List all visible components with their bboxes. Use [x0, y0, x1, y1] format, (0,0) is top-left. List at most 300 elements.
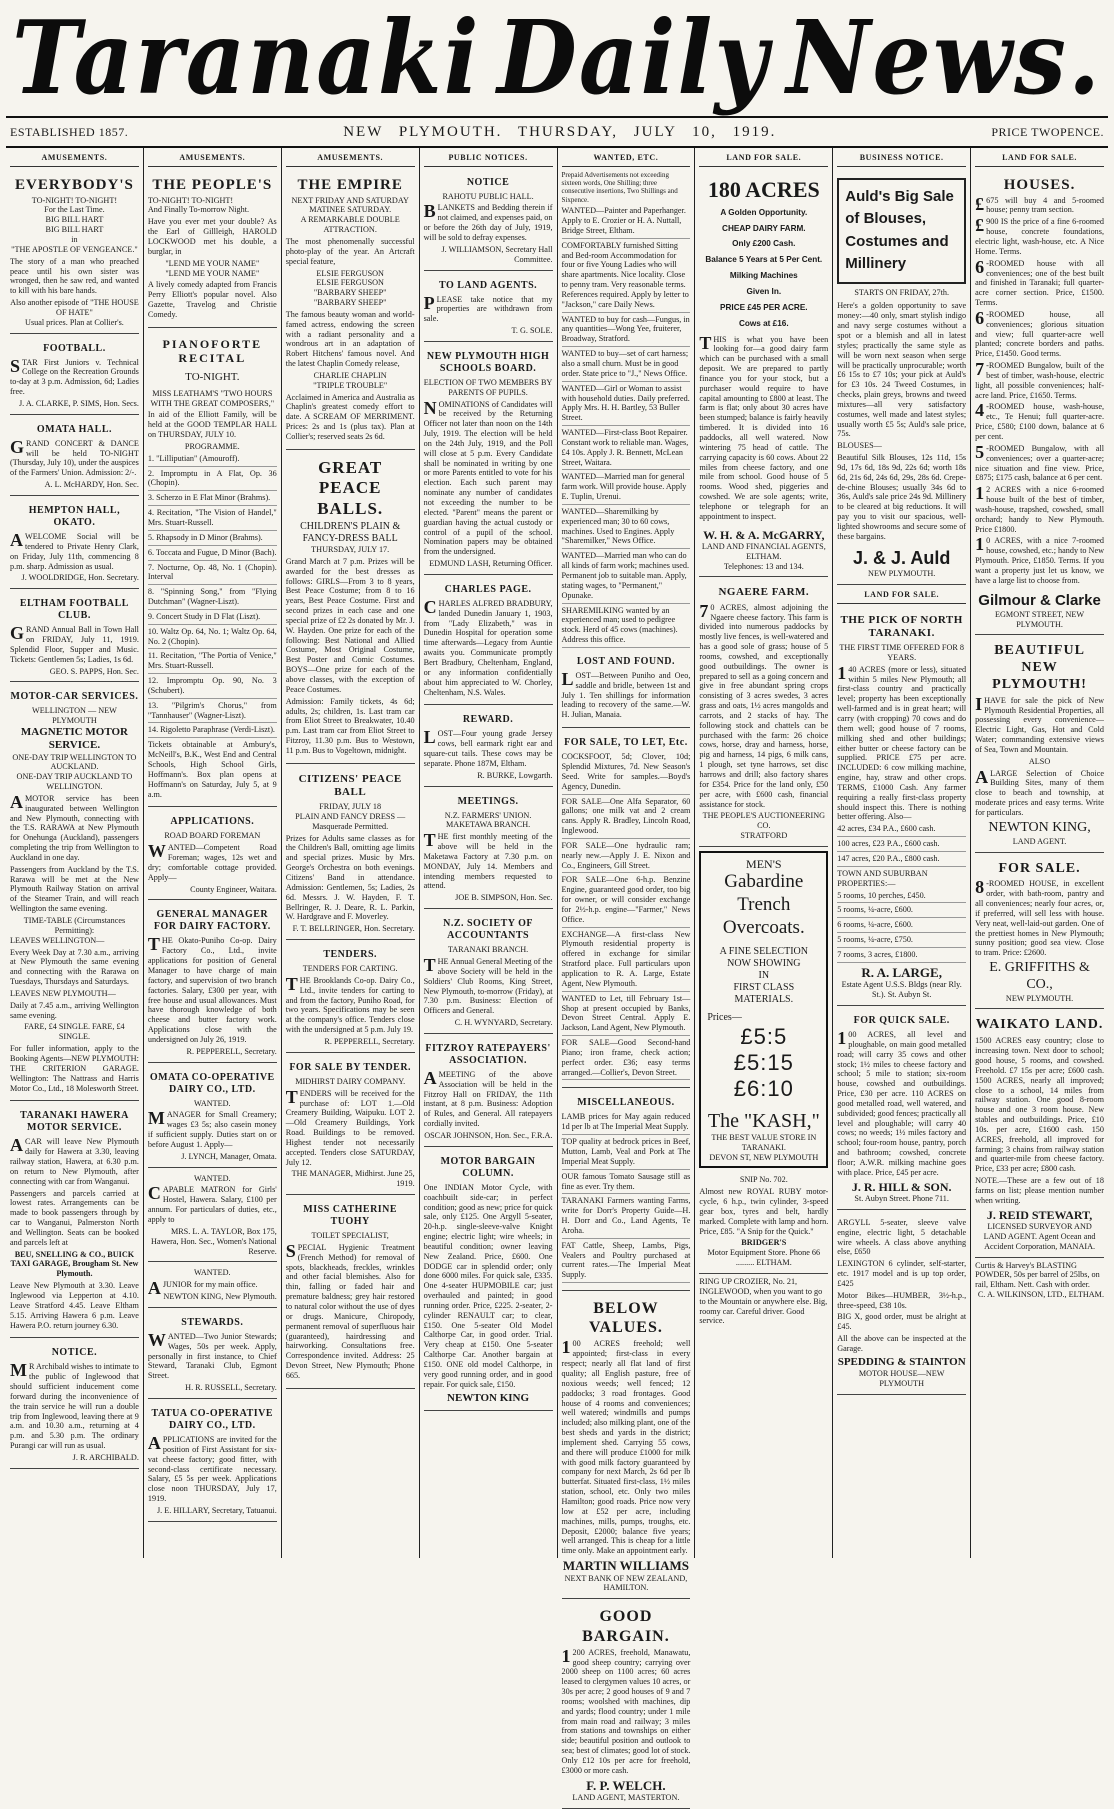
masthead-word-2: Daily	[497, 0, 770, 118]
reward-notice	[424, 708, 553, 786]
ad-sign: JOE B. SIMPSON, Hon. Sec.	[455, 893, 553, 903]
ad-body: 100 ACRES, all level and ploughable, on main good metalled road; will carry 35 cows and other stock; 1½ miles to cheese factory and school; 5 mile to station; six-room house, cowshed and outbuildings. Price, £30 per acre. 110 ACRES on good metalled road, well watered, and subdivided; good fences; practically all level and ploughable; will carry 40 cows; no weeds; 1½ miles factory and school; four-room house, pantry, porch and bathroom; cowshed, concrete floor; A.W.R. milking machine goes with place. Price, £45 per acre.	[837, 1028, 967, 1177]
section-head: AMUSEMENTS.	[286, 151, 415, 167]
ad-line: MATERIALS.	[734, 993, 794, 1005]
ad-title: THE EMPIRE	[297, 176, 403, 193]
section-head: LAND FOR SALE.	[699, 151, 828, 167]
good-bargain-ad	[562, 1602, 691, 1809]
ad-line: PROGRAMME.	[184, 441, 240, 451]
town-item: 6 rooms, ¼-acre, £600.	[837, 920, 966, 933]
classified-item: WANTED—Married man who can do all kinds of farm work; machines used. Permanent job to suitable man. Apply, stating wages, to "Permanent," Opunake.	[562, 551, 691, 603]
ad-sign: C. H. WYNYARD, Secretary.	[454, 1018, 553, 1028]
masthead-word-3: News.	[786, 0, 1102, 118]
ad-line: MOTOR HOUSE—NEW PLYMOUTH	[858, 1369, 945, 1388]
ad-body: Acclaimed in America and Australia as Chaplin's greatest comedy effort to date. A SCREAM OF MERRIMENT. Prices: 2s and 1s (plus tax). Plan at Collier's; reserved seats 2s 6d.	[285, 392, 415, 441]
section-head: WANTED, ETC.	[562, 151, 691, 167]
farm-list	[837, 824, 966, 867]
ad-line: LAND AND FINANCIAL AGENTS, ELTHAM.	[701, 541, 826, 561]
ad-body: NOMINATIONS of Candidates will be received by the Returning Officer not later than noon on the 14th July, 1919. The election will be held on the 24th July, 1919, and the Poll will close at 5 p.m. Every Candidate shall be nominated in writing by one or more Parents entitled to vote for his election. Each such parent may nominate any number of candidates not exceeding the number to be elected. "Parent" means the parent or guardian having the actual custody or control of a pupil of the school. Nomination papers may be obtained from the undersigned.	[423, 397, 553, 557]
ad-line: St. Aubyn Street. Phone 711.	[854, 1194, 949, 1204]
ad-body: ACAR will leave New Plymouth daily for Hawera at 3.30, leaving railway station, Hawera, at 6.30 p.m. on return to New Plymouth, after connecting with car from Wanganui.	[10, 1135, 139, 1186]
for-sale-to-let	[562, 731, 691, 1088]
ad-line: BIG BILL HART	[45, 225, 104, 235]
ad-line: DEVON ST, NEW PLYMOUTH	[709, 1152, 819, 1162]
peace-balls-ad	[286, 453, 415, 764]
programme-item: 11. Recitation, "The Portia of Venice," Mrs. Stuart-Russell.	[148, 651, 277, 674]
ad-line: WELLINGTON — NEW PLYMOUTH	[31, 706, 117, 726]
ngaere-farm-ad	[699, 580, 828, 846]
ad-body: ARGYLL 5-seater, sleeve valve engine, electric light, 5 detachable wire wheels. A class above anything else, £650	[837, 1217, 967, 1257]
ad-line: Prices—	[707, 1011, 742, 1023]
town-item: 7 rooms, 3 acres, £1800.	[837, 950, 966, 963]
ad-title: WAIKATO LAND.	[975, 1017, 1104, 1033]
price-1: £5:5	[740, 1023, 788, 1049]
ad-line: TOILET SPECIALIST,	[311, 1231, 389, 1241]
classified-item: WANTED—Girl or Woman to assist with household duties. Daily preferred. Apply Mrs. H. H. Bartley, 53 Buller Street.	[562, 384, 691, 426]
ad-firm: BEU, SNELLING & CO., BUICK TAXI GARAGE, Brougham St. New Plymouth.	[10, 1249, 139, 1279]
ad-body: Grand March at 7 p.m. Prizes will be awarded for the best dresses as follows: GIRLS—From 3 to 8 years, Best Peace Costume; from 8 to 16 years, Best Peace Costume. First and second prizes in each case and one special prize of £2 2s donated by Mr. J. W. Hayden. One prize for each of the following: Best National and Allied Costume, Most Original Costume, Best Poster and Comic Costumes. BOYS—One prize for each of the above classes, with the exception of Peace Costumes.	[285, 556, 415, 694]
ad-line: Usual prices. Plan at Collier's.	[25, 317, 124, 327]
tenders-ad	[286, 943, 415, 1053]
town-item: 5 rooms, ¼-acre, £750.	[837, 935, 966, 948]
ad-title: NOTICE.	[51, 1347, 98, 1359]
classified-item: WANTED to Let, till February 1st—Shop at present occupied by Banks, Devon Street Central. Apply E. Jackson, Land Agent, New Plymouth.	[562, 994, 691, 1036]
ad-line: TIME-TABLE (Circumstances Permitting):	[23, 916, 126, 935]
classified-item: TARANAKI Farmers wanting Farms, write for Dorr's Property Guide—H. H. Dorr and Co., Land Agents, Te Aroha.	[562, 1196, 691, 1238]
ad-title: FOR SALE.	[998, 860, 1081, 876]
ad-line: NEW PLYMOUTH.	[1005, 993, 1074, 1003]
ad-title: PIANOFORTE RECITAL	[162, 336, 263, 366]
ad-line: And Finally To-morrow Night.	[147, 205, 250, 215]
ad-body: BLANKETS and Bedding therein if not claimed, and expenses paid, on or before the 26th day of July, 1919, will be sold to defray expenses.	[423, 201, 553, 242]
ad-line: Trench	[737, 894, 791, 916]
ad-body: 12 ACRES with a nice 6-roomed house built of the best of timber, wash-house, trapshed, cowshed, small orchard; handy to New Plymouth. Price £1800.	[975, 483, 1104, 534]
ad-title: SNIP No. 702.	[739, 1175, 788, 1185]
ad-firm: Gilmour & Clarke	[978, 591, 1101, 609]
ad-body: 140 ACRES (more or less), situated within 5 miles New Plymouth; all first-class country and practically level; property has been exceptionally well-farmed and is in great heart; will carry (with cropping) 70 cows and do them well; good house of 7 rooms, milking shed and other buildings; either butter or cheese factory can be supplied. PRICE £75 per acre. INCLUDED: 6 cow milking machine, engine, hay, straw and other crops. TERMS, £1000 Cash. Any farmer requiring a really first-class property should inspect this. There is nothing better offering. Also—	[837, 662, 967, 822]
date: JULY 10, 1919.	[633, 123, 777, 140]
classified-item: WANTED—First-class Boot Repairer. Constant work to reliable man. Wages, £4 10s. Apply J. R. Bennett, McLean Street, Waitara.	[562, 428, 691, 470]
ad-line: LAND AGENT.	[1012, 836, 1067, 846]
ad-title: FOOTBALL.	[43, 342, 106, 354]
dateline	[6, 118, 1108, 148]
stewards-ad	[148, 1311, 277, 1399]
ad-title: APPLICATIONS.	[170, 816, 255, 828]
ad-line: FRIDAY, JULY 18	[319, 802, 382, 812]
ad-sign: F. T. BELLRINGER, Hon. Secretary.	[292, 924, 415, 934]
ad-line: "LEND ME YOUR NAME"	[165, 258, 260, 268]
ad-body: 4-ROOMED house, wash-house, etc., Te Henui; full quarter-acre. Price, £580; £100 down, balance at 6 per cent.	[975, 400, 1104, 441]
crozier-ad: RING UP CROZIER, No. 21, INGLEWOOD, when you want to go to the Mountain or anywhere else. Big, roomy car. Careful driver. Good service.	[699, 1277, 828, 1326]
general-manager-ad	[148, 903, 277, 1062]
ad-line: TARANAKI BRANCH.	[447, 945, 529, 955]
motor-bargain-ad	[424, 1150, 553, 1411]
programme-item: 2. Impromptu in A Flat, Op. 36 (Chopin).	[148, 469, 277, 492]
lost-found	[562, 650, 691, 728]
archibald-notice	[10, 1341, 139, 1468]
ad-body: Daily at 7.45 a.m., arriving Wellington same evening.	[10, 1000, 139, 1020]
ad-title: MISS CATHERINE TUOHY	[303, 1204, 398, 1228]
classified-item: EXCHANGE—A first-class New Plymouth residential property is offered in exchange for similar Stratford place. Full particulars upon application to R. A. Large, Estate Agent, New Plymouth.	[562, 930, 691, 992]
ad-body: All the above can be inspected at the Garage.	[837, 1334, 967, 1354]
ad-sign: MRS. L. A. TAYLOR, Box 175, Hawera, Hon. Sec., Women's National Reserve.	[151, 1226, 277, 1256]
ad-body: AWELCOME Social will be tendered to Private Henry Clark, on Friday, July 11th, commencing 8 p.m. sharp. Admission as usual.	[10, 530, 139, 571]
ad-firm: J. REID STEWART,	[986, 1207, 1093, 1222]
town-item: 5 rooms, ¼-acre, £600.	[837, 905, 966, 918]
ad-line: A REMARKABLE DOUBLE ATTRACTION.	[300, 215, 400, 235]
ad-firm: The "KASH,"	[707, 1109, 820, 1132]
ad-line: ALSO	[1028, 756, 1051, 766]
programme-item: 10. Waltz Op. 64, No. 1; Waltz Op. 64, No. 2 (Chopin).	[148, 627, 277, 650]
ad-body: NOTE.—These are a few out of 18 farms on list; please mention number when writing.	[975, 1176, 1104, 1205]
town-list	[837, 891, 966, 963]
day: THURSDAY,	[517, 123, 619, 140]
snip-ad	[699, 1172, 828, 1274]
180-acres-ad	[699, 171, 828, 578]
ad-line: TO-NIGHT.	[185, 370, 240, 383]
price-row	[707, 1024, 820, 1077]
ad-body: LEXINGTON 6 cylinder, self-starter, etc. 1917 model and is up top order, £425	[837, 1259, 967, 1288]
ad-body: 70 ACRES, almost adjoining the Ngaere cheese factory. This farm is divided into numerous paddocks by mostly live fences, is well-watered and has a good sole of grass; house of 5 rooms, cowshed, and exceptionally good outbuildings. The owner is prepared to sell as a going concern and give in free abundant spring crops consisting of 3 acres swedes, 3 acres grass and oats, 1½ acres mangolds and carrots, and 2 stacks of hay. The following stock and chattels can be purchased with the farm: 26 choice cows, horse, dray and harness, horse, pig and harness, 14 pigs, 6 milk cans, 1 plough, set tyne harrows, set disc harrows and drill; also factory shares for £354. Price for the land only, £50 per acre, with £600 cash, financial assistance for stock.	[699, 600, 829, 809]
programme-item: 8. "Spinning Song," from "Flying Dutchman" (Wagner-Liszt).	[148, 587, 277, 610]
ad-firm: BRIDGER'S	[741, 1238, 787, 1248]
ad-line: WANTED.	[194, 1098, 231, 1108]
ad-line: TENDERS FOR CARTING.	[302, 964, 398, 974]
ad-line: ONE-DAY TRIP WELLINGTON TO AUCKLAND.	[12, 752, 137, 772]
ad-line: STRATFORD	[740, 831, 788, 841]
price: PRICE TWOPENCE.	[991, 124, 1104, 139]
ad-line: MIDHIRST DAIRY COMPANY.	[295, 1076, 406, 1086]
ad-line: N.Z. FARMERS' UNION.	[444, 810, 532, 820]
ad-body: Motor Bikes—HUMBER, 3½-h.p., three-speed, £38 10s.	[837, 1290, 967, 1310]
ad-line: ELSIE FERGUSON	[316, 278, 384, 288]
classified-item: FOR SALE—One 6-h.p. Benzine Engine, guaranteed good order, too big for owner, or will consider exchange for 2½-h.p. engine—"Farmer," News Office.	[562, 875, 691, 927]
ad-line: FIRST CLASS	[733, 981, 795, 993]
ad-line: "BARBARY SHEEP"	[313, 288, 387, 298]
ad-title: TARANAKI HAWERA MOTOR SERVICE.	[20, 1110, 129, 1134]
ad-line: THURSDAY, JULY 17.	[311, 545, 390, 555]
ad-line: Overcoats.	[722, 916, 805, 938]
ad-line: NOW SHOWING	[727, 957, 801, 969]
ad-body: THIS is what you have been looking for—a good dairy farm which can be purchased with a small deposit. We are prepared to partly finance you for your stock, but a purchaser would require to have capital amounting to £800 at least. The farm is flat; only about 30 acres have been stumped; balance is fairly heavily timbered. It is divided into 16 paddocks, all well watered. Now wintering 75 head of cattle. The carrying capacity is 60 cows. About 22 miles from cheese factory, and one mile from school. Good house of 5 rooms. Wood shed, piggeries and cowshed. We are sole agents; write, telephone or telegraph for an appointment to inspect.	[699, 332, 829, 521]
ad-title: MOTOR BARGAIN COLUMN.	[440, 1155, 536, 1179]
column-1	[6, 148, 144, 1558]
charles-page-notice	[424, 578, 553, 705]
ad-line: A FINE SELECTION	[719, 945, 808, 957]
classified-item: SHAREMILKING wanted by an experienced man; used to pedigree stock. Herd of 45 cows (machines). Address this office.	[562, 606, 691, 648]
ad-title: FOR SALE, TO LET, Etc.	[564, 737, 688, 749]
junior-ad	[148, 1265, 277, 1308]
column-2	[144, 148, 282, 1558]
ad-body: A lively comedy adapted from Francis Perry Elliott's popular novel. Also Gazette, Travelog and Christie Comedy.	[147, 280, 277, 319]
ad-body: The story of a man who preached peace until his own sister was wronged, then he saw red, and wanted to kill with his bare hands.	[10, 256, 139, 296]
ad-line: Telephones: 13 and 134.	[723, 561, 804, 571]
eltham-football-ad	[10, 592, 139, 682]
ad-line: in	[71, 234, 78, 244]
ad-body: In aid of the Elliott Family, will be held at the GOOD TEMPLAR HALL on THURSDAY, JULY 10.	[147, 410, 277, 440]
ad-title: MEETINGS.	[457, 795, 519, 807]
ad-line: NEXT FRIDAY AND SATURDAY MATINEE SATURDAY.	[291, 195, 409, 215]
ad-line: MAKETAWA BRANCH.	[445, 820, 531, 830]
town-item: 5 rooms, 10 perches, £450.	[837, 891, 966, 904]
ad-firm: W. H. & A. McGARRY,	[703, 527, 825, 542]
ad-sign: J. LYNCH, Manager, Omata.	[181, 1151, 277, 1161]
ad-title: OMATA CO-OPERATIVE DAIRY CO., LTD.	[149, 1071, 275, 1095]
place: NEW PLYMOUTH.	[343, 123, 503, 140]
ad-body: 8-ROOMED HOUSE, in excellent order, with bath-room, pantry and all conveniences; nearly four acres, or, if preferred, will sell less with house. Very neat, well-laid-out garden. One of the prettiest homes in New Plymouth; sunny position; good sea view. Close to tram. Price: £2600.	[975, 877, 1104, 958]
ad-firm: F. P. WELCH.	[586, 1777, 666, 1793]
ad-body: 7-ROOMED Bungalow, built of the best of timber, wash-house, electric light, all possible conveniences; half-acre land. Price, £1650. Terms.	[975, 359, 1104, 400]
programme-item: 6. Toccata and Fugue, D Minor (Bach).	[148, 548, 277, 561]
ad-line: Estate Agent U.S.S. Bldgs (near Rly. St.). St. Aubyn St.	[841, 980, 962, 1000]
ad-sign: R. PEPPERELL, Secretary.	[186, 1046, 277, 1056]
farm-item: 100 acres, £23 P.A., £600 cash.	[837, 839, 966, 852]
ad-body: The famous beauty woman and world-famed actress, endowing the screen with a radiant personality and a wondrous art in an adaptation of Robert Hitchens' famous novel. And the latest Chaplin Comedy release,	[285, 309, 415, 369]
classified-item: COCKSFOOT, 5d; Clover, 10d; Splendid Mixtures, 7d. New Season's Seed. Write for samples.—Boyd's Agency, Dunedin.	[562, 752, 691, 794]
peoples-ad	[148, 171, 277, 328]
ad-body: MR Archibald wishes to intimate to the public of Inglewood that should sufficient inducement come forward during the inconvenience of the train service he will run a double trip from Inglewood, leaving there at 9 a.m. and 10.30 a.m., returning at 4 p.m. and 5.30 p.m. The ordinary Purangi car will run as usual.	[10, 1360, 139, 1451]
below-values-ad	[562, 1294, 691, 1599]
ad-title: NEW PLYMOUTH HIGH SCHOOLS BOARD.	[426, 350, 550, 374]
ad-line: LAND AGENT, MASTERTON.	[572, 1793, 680, 1803]
ad-line: FARE, £4 SINGLE. FARE, £4 SINGLE.	[24, 1022, 125, 1042]
ad-body: APPLICATIONS are invited for the position of First Assistant for six-vat cheese factory; good fitter, with second-class certificate necessary. Salary, £5 5s per week. Applications close noon THURSDAY, July 17, 1919.	[147, 1432, 277, 1504]
ad-title: NOTICE	[466, 176, 510, 188]
ad-line: PLAIN AND FANCY DRESS — Masquerade Permitted.	[295, 811, 406, 831]
ad-line: TOWN AND SUBURBAN PROPERTIES:—	[837, 868, 928, 888]
ad-title: THE PICK OF NORTH TARANAKI.	[840, 613, 963, 639]
ad-body: 100 ACRES freehold; well appointed; first-class in every respect; nearly all flat land of first quality; all English pasture, free of noxious weeds; well fenced; 12 paddocks; 3 road frontages. Good house of 4 rooms and conveniences; well watered; windmills and pumps included; also milking plant, one of the best sheds and yards in the district; implement shed. Carrying 55 cows, and there will produce £1000 for milk with good milk factory guaranteed by company for next March, 2s 6d per lb butterfat. Situated first-class, 1½ miles station, school, etc. Only two miles Hamilton; good roads. Price now very low at £52 per acre, including machines, mills, pumps, troughs, etc. Deposit, £2000; balance five years; well arranged. This is cheap for a little time only. Make an appointment early.	[561, 1337, 691, 1556]
ad-title: TENDERS.	[323, 949, 378, 961]
ad-body: LOST—Four young grade Jersey cows, bell earmark right ear and square-cut tails. These cows may be separate. Phone 187M, Eltham.	[423, 727, 553, 768]
ad-body: Have you ever met your double? As the Earl of Gillleigh, HAROLD LOCKWOOD met his double, a burglar, in	[147, 217, 277, 256]
ad-title: GOOD BARGAIN.	[582, 1608, 670, 1645]
ad-title: HOUSES.	[1003, 176, 1076, 193]
ad-title: TATUA CO-OPERATIVE DAIRY CO., LTD.	[151, 1407, 274, 1431]
ad-title: LOST AND FOUND.	[576, 655, 676, 667]
ad-line: BIG BILL HART	[45, 215, 104, 225]
ad-line: "BARBARY SHEEP"	[313, 298, 387, 308]
column-4	[420, 148, 558, 1558]
ad-body: Passengers and parcels carried at lowest rates. Arrangements can be made to book passengers through by car to Wanganui, Palmerston North and Wellington. Seats can be booked and parcels left at	[10, 1188, 139, 1247]
ad-body: THE Brooklands Co-op. Dairy Co., Ltd., invite tenders for carting to and from the factory, Puniho Road, for two years. Specifications may be seen at the company's office. Tenders close with the undersigned at 5 p.m. July 19.	[285, 973, 415, 1035]
ad-sign: NEWTON KING	[447, 1391, 530, 1404]
ad-firm: J. & J. Auld	[853, 547, 951, 568]
ad-body: £675 will buy 4 and 5-roomed house; penny tram section.	[975, 193, 1104, 215]
ad-firm: THE PEOPLE'S AUCTIONEERING CO.	[702, 811, 826, 831]
ad-title: 180 ACRES	[707, 176, 820, 202]
ad-body: BIG X, good order, must be alright at £45.	[837, 1312, 967, 1332]
ad-sign: EDMUND LASH, Returning Officer.	[429, 559, 553, 569]
ad-body: 1500 ACRES easy country; close to increasing town. Next door to school; good house, 5 rooms, and cowshed. Freehold. £7 15s per acre; £600 cash. 1500 ACRES, nearly all improved; close to a school, 14 miles from railway station. One good 8-room house and one 3 room house. New stables and outbuildings. Price, £10 10s. per acre, £1600 cash. 150 ACRES, freehold, all improved for farming; 3 chains from railway station and quarter-mile from cheese factory. Price, £33 per acre; £800 cash.	[975, 1036, 1104, 1174]
ad-line: THE BEST VALUE STORE IN	[711, 1132, 817, 1142]
tuohy-ad	[286, 1198, 415, 1389]
programme-item: 13. "Pilgrim's Chorus," from "Tannhauser" (Wagner-Liszt).	[148, 701, 277, 724]
school-board-notice	[424, 345, 553, 575]
ad-line: CHEAP DAIRY FARM.	[722, 223, 806, 233]
ad-line: NEXT BANK OF NEW ZEALAND, HAMILTON.	[564, 1573, 688, 1593]
ad-title: MOTOR-CAR SERVICES.	[10, 691, 139, 703]
ad-body: One INDIAN Motor Cycle, with coachbuilt side-car; in perfect condition; good as new; price for quick sale, only £125. One Argyll 5-seater, 20-h.p. single-sleeve-valve Knight engine; electric light; wire wheels; in beautiful condition; owner leaving New Zealand. Price, £600. One DODGE car in splendid order; only done 6000 miles. For quick sale, £335. One 4-seater HUPMOBILE car; just overhauled and painted; in good running order. Price, £225. 2-seater, 2-cylinder RENAULT car; to clear, £150. One 5-seater Old Model Calthorpe Car, in good order. Trial. Very cheap at £150. One 5-seater Calthorpe Car. Another bargain at £150. ONE old model Calthorpe, in very good running order, and in good repair. For quick sale, £150.	[423, 1182, 553, 1389]
ad-line: Gabardine	[724, 871, 804, 893]
classified-intro: Prepaid Advertisements not exceeding sixteen words, One Shilling; three consecutive insertions, Two Shillings and Sixpence.	[561, 170, 678, 204]
ad-line: TO-NIGHT! TO-NIGHT!	[31, 195, 118, 205]
farm-item: 42 acres, £34 P.A., £600 cash.	[837, 824, 966, 837]
ad-title: EVERYBODY'S	[15, 176, 134, 193]
ad-line: Balance 5 Years at 5 Per Cent.	[705, 255, 823, 265]
place-date	[343, 124, 776, 141]
programme-item: 12. Impromptu Op. 90, No. 3 (Schubert).	[148, 676, 277, 699]
ad-line: MAGNETIC MOTOR SERVICE.	[20, 726, 128, 752]
pick-north-taranaki-ad	[837, 608, 966, 1006]
ad-line: Cows at £16.	[739, 318, 789, 328]
ad-title: OMATA HALL.	[36, 423, 112, 435]
wanted-list	[562, 206, 691, 648]
ad-line: LICENSED SURVEYOR AND LAND AGENT. Agent Ocean and Accident Corporation, MANAIA.	[983, 1222, 1096, 1251]
recital-ad	[148, 331, 277, 808]
ad-body: PLEASE take notice that my properties are withdrawn from sale.	[423, 292, 553, 324]
ad-line: TO-NIGHT! TO-NIGHT!	[147, 195, 234, 205]
ad-line: Only £200 Cash.	[732, 239, 796, 249]
ad-body: 6-ROOMED house with all conveniences; one of the best built and finished in Taranaki; full quarter-acre corner section. Price, £1500. Terms.	[975, 256, 1104, 308]
ad-line: "TRIPLE TROUBLE"	[313, 380, 388, 390]
programme-item: 9. Concert Study in D Flat (Liszt).	[148, 612, 277, 625]
programme-item: 4. Recitation, "The Vision of Handel," Mrs. Stuart-Russell.	[148, 508, 277, 531]
ad-sign: T. G. SOLE.	[511, 326, 553, 336]
ad-line: RAHOTU PUBLIC HALL.	[442, 191, 534, 201]
meetings-notice	[424, 790, 553, 910]
ad-sign: J. WOOLDRIDGE, Hon. Secretary.	[21, 573, 139, 583]
ad-line: Given In.	[746, 287, 782, 296]
matron-ad	[148, 1171, 277, 1263]
ad-body: AMEETING of the above Association will be held in the Fitzroy Hall on FRIDAY, the 11th instant, at 8 p.m. Business: Adoption of Rules, and General. All ratepayers cordially invited.	[423, 1067, 553, 1129]
omata-hall-ad	[10, 418, 139, 496]
ad-line: Auld's Big Sale	[845, 187, 954, 205]
programme-list	[148, 454, 277, 739]
hawera-motor-ad	[10, 1104, 139, 1338]
ad-body: 10 ACRES, with a nice 7-roomed house, cowshed, etc.; handy to New Plymouth. Price, £1850. Terms. If you want a property just let us know, we have a large list to choose from.	[975, 534, 1104, 585]
classified-item: FAT Cattle, Sheep, Lambs, Pigs, Vealers and Poultry purchased at current rates.—The Imperial Meat Supply.	[562, 1241, 691, 1283]
ad-sign: NEWTON KING, New Plymouth.	[163, 1292, 277, 1302]
classified-item: FOR SALE—Good Second-hand Piano; iron frame, check action; perfect order. £36; easy terms arranged.—Collier's, Devon Street.	[562, 1038, 691, 1080]
ad-body: AMOTOR service has been inaugurated between Wellington and New Plymouth, connecting with the T.S. RARAWA at New Plymouth for Onehunga (Auckland), passengers completing the trip from Wellington to Auckland in one day.	[10, 791, 139, 862]
classified-item: WANTED to buy—set of cart harness; also a small churn. Must be in good order. State price to "J.," News Office.	[562, 349, 691, 382]
ad-line: WANTED.	[194, 1268, 231, 1278]
ad-sign: J. WILLIAMSON, Secretary Hall Committee.	[441, 244, 553, 264]
ad-body: Tickets obtainable at Ambury's, McNeill's, B.K., West End and Central Schools, High School Girls, Hoffmann's. Box plan opens at Hoffmann's on Saturday, July 5, at 9 a.m.	[147, 740, 277, 799]
ad-body: Leave New Plymouth at 3.30. Leave Inglewood via Lepperton at 4.10. Leave Stratford 4.45. Leave Eltham 5.15. Arriving Hawera 6 p.m. Leave Hawera P.O. return journey 6.30.	[10, 1281, 139, 1330]
motor-service-ad	[10, 685, 139, 1101]
griffiths-for-sale-ad	[975, 856, 1104, 1010]
ad-line: THE FIRST TIME OFFERED FOR 8 YEARS.	[839, 643, 964, 662]
ad-title: NGAERE FARM.	[718, 586, 810, 599]
programme-item: 3. Scherzo in E Flat Minor (Brahms).	[148, 493, 277, 506]
programme-item: 1. "Lilliputian" (Amouroff).	[148, 454, 277, 467]
ad-body: Here's a golden opportunity to save money:—40 only, smart stylish indigo and navy serge costumes without a spot or a blemish and all in latest styles; practically the same style as will be worn next season when serge will be practically unprocurable; worth £6 15s to £7 10s; your pick at Auld's for £3 10s. 24 Tweed Costumes, in checks, plain greys, browns and tweed mixtures—all very satisfactory costumes, well made and latest styles; usually worth £5 5s; Auld's sale price, 75s.	[837, 301, 967, 439]
columns	[6, 148, 1108, 1803]
ad-line: MISS LEATHAM'S "TWO HOURS WITH THE GREAT COMPOSERS,"	[150, 388, 275, 408]
ad-line: LEAVES NEW PLYMOUTH—	[10, 988, 116, 998]
ad-body: Passengers from Auckland by the T.S. Rarawa will be met at the New Plymouth Railway Station on arrival of the Steamer Train, and will reach Wellington the same evening.	[10, 864, 139, 914]
ad-line: A Golden Opportunity.	[720, 207, 808, 217]
ad-firm: MARTIN WILLIAMS	[562, 1558, 689, 1574]
ad-line: ROAD BOARD FOREMAN	[164, 831, 261, 841]
column-3	[282, 148, 420, 1558]
midhirst-ad	[286, 1056, 415, 1195]
farm-item: 147 acres, £20 P.A., £800 cash.	[837, 854, 966, 867]
classified-item: OUR famous Tomato Sausage still as fine as ever. Try them.	[562, 1172, 691, 1195]
miscellaneous	[562, 1091, 691, 1291]
ad-line: MEN'S	[746, 856, 782, 871]
hempton-hall-ad	[10, 499, 139, 589]
ad-firm: SPEDDING & STAINTON	[837, 1355, 966, 1368]
ad-body: THE Annual General Meeting of the above Society will be held in the Soldiers' Club Rooms, King Street, New Plymouth, to-morrow (Friday), at 7.30 p.m. Business: Election of Officers and General.	[423, 955, 553, 1016]
ad-body: STAR First Juniors v. Technical College on the Recreation Grounds to-day at 3 p.m. Admission, 6d; Ladies free.	[10, 355, 139, 397]
ad-body: SPECIAL Hygienic Treatment (French Method) for removal of spots, blackheads, freckles, wrinkles and other facial blemishes. Also for thin, falling or faded hair and premature baldness; grey hair restored to natural color without the use of dyes or drugs. Manicure, Chiropody, permanent removal of superfluous hair (guaranteed), hairdressing and hairworking. Consultations free. Correspondence invited. Address: 25 Devon Street, New Plymouth; Phone 665.	[285, 1240, 415, 1380]
for-sale-list	[562, 752, 691, 1080]
ad-sign: A. L. McHARDY, Hon. Sec.	[44, 480, 139, 490]
ad-body: WANTED—Competent Road Foreman; wages, 12s wet and dry; comfortable cottage provided. Apply—	[147, 841, 277, 882]
ad-title: FOR QUICK SALE.	[853, 1015, 950, 1026]
houses-ad	[975, 171, 1104, 636]
applications-ad	[148, 810, 277, 900]
ad-title: FITZROY RATEPAYERS' ASSOCIATION.	[425, 1042, 551, 1066]
ad-line: CHARLIE CHAPLIN	[313, 370, 387, 380]
price-3: £6:10	[733, 1076, 794, 1102]
ad-firm: J. R. HILL & SON.	[851, 1179, 952, 1194]
ad-title: GREAT PEACE BALLS.	[317, 457, 384, 518]
ad-sign: J. R. ARCHIBALD.	[72, 1452, 139, 1462]
section-head: LAND FOR SALE.	[837, 588, 966, 604]
ad-title: TO LAND AGENTS.	[438, 279, 538, 291]
ad-title: BEAUTIFUL NEW PLYMOUTH!	[992, 643, 1087, 692]
ad-body: MANAGER for Small Creamery; wages £3 5s; also casein money if sufficient supply. Duties start on or before August 1. Apply—	[147, 1108, 277, 1149]
football-ad	[10, 337, 139, 415]
rahotu-notice	[424, 171, 553, 271]
ad-body: TENDERS will be received for the purchase of: LOT 1.—Old Creamery Building, Waipuku. LOT 2.—Old Creamery Buildings, York Road. Buildings to be removed. Highest tender not necessarily accepted. Tenders close SATURDAY, July 12.	[285, 1086, 415, 1167]
column-7	[833, 148, 971, 1558]
blasting-powder-ad: Curtis & Harvey's BLASTING POWDER, 50s per barrel of 25lbs, on rail, Eltham. Nett. Cash with order.	[975, 1260, 1100, 1290]
ad-firm: E. GRIFFITHS & CO.,	[989, 960, 1090, 992]
kash-overcoats-ad	[699, 851, 828, 1168]
ad-title: BELOW VALUES.	[589, 1300, 663, 1337]
quick-sale-ad	[837, 1009, 966, 1210]
price-2: £5:15	[733, 1050, 794, 1076]
omata-dairy-ad	[148, 1066, 277, 1168]
ad-title: FOR SALE BY TENDER.	[289, 1061, 412, 1073]
programme-item: 7. Nocturne, Op. 48, No. 1 (Chopin). Interval	[148, 563, 277, 586]
everybodys-ad	[10, 171, 139, 334]
ad-body: Almost new ROYAL RUBY motor-cycle, 6 h.p., twin cylinder, 3-speed gear box, tyres and belt, hardly marked. Complete with lamp and horn. Price, £85. "A Snip for the Quick."	[699, 1187, 829, 1236]
ad-body: 5-ROOMED Bungalow, with all conveniences; over a quarter-acre; nice situation and fine view. Price, £875; £175 cash, balance at 6 per cent.	[975, 441, 1104, 483]
section-head: BUSINESS NOTICE.	[837, 151, 966, 167]
ad-sign: J. A. CLARKE, P. SIMS, Hon. Secs.	[19, 398, 139, 408]
ad-sign: R. PEPPERELL, Secretary.	[324, 1036, 415, 1046]
masthead-word-1: Taranaki	[12, 0, 481, 118]
ad-title: HEMPTON HALL, OKATO.	[28, 505, 121, 528]
classified-item: TOP quality at bedrock prices in Beef, Mutton, Lamb, Veal and Pork at The Imperial Meat Supply.	[562, 1137, 691, 1170]
masthead	[6, 0, 1108, 118]
misc-list	[562, 1112, 691, 1283]
fitzroy-notice	[424, 1037, 553, 1147]
ad-line: Also another episode of "THE HOUSE OF HATE"	[10, 298, 139, 317]
ad-line: of Blouses,	[845, 210, 927, 228]
ad-body: For fuller information, apply to the Booking Agents—NEW PLYMOUTH: THE CRITERION GARAGE. Wellington: The Nattrass and Harris Motor Co., Ltd., 18 Molesworth Street.	[10, 1044, 139, 1093]
section-head: PUBLIC NOTICES.	[424, 151, 553, 167]
ad-line: LEAVES WELLINGTON—	[10, 935, 105, 945]
ad-line: STARTS ON FRIDAY, 27th.	[854, 287, 949, 297]
column-8	[971, 148, 1108, 1558]
